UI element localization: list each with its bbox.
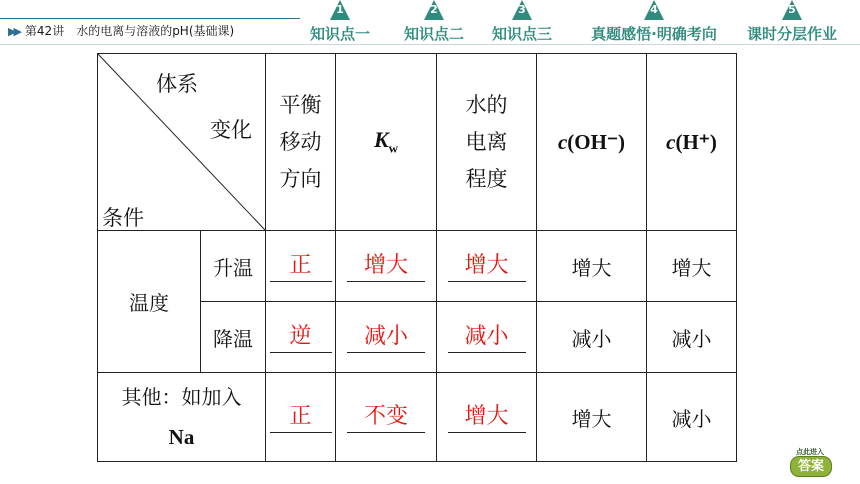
conc-symbol: c bbox=[666, 129, 676, 154]
value-cell: 减小 bbox=[647, 373, 737, 462]
corner-label-change: 变化 bbox=[210, 118, 252, 142]
water-ionization-table bbox=[97, 53, 737, 462]
lesson-title bbox=[8, 22, 234, 39]
conc-species: (H⁺) bbox=[675, 129, 717, 154]
answer-button-caption: 点此进入 bbox=[796, 448, 824, 456]
header-text: 程度 bbox=[465, 166, 508, 191]
condition-cell-other bbox=[98, 373, 266, 462]
nav-label: 知识点二 bbox=[403, 25, 464, 43]
sodium-symbol: Na bbox=[168, 425, 195, 449]
header-bar bbox=[0, 0, 860, 46]
answer-text: 减小 bbox=[448, 322, 526, 353]
value-cell: 减小 bbox=[537, 302, 647, 373]
header-shift-direction bbox=[266, 54, 336, 231]
lesson-title-text: 第42讲 水的电离与溶液的pH(基础课) bbox=[24, 24, 235, 38]
header-row bbox=[98, 54, 737, 231]
answer-text: 不变 bbox=[347, 402, 425, 433]
badge-1-icon bbox=[330, 0, 350, 20]
badge-number: 2 bbox=[430, 3, 438, 16]
header-c-h bbox=[647, 54, 737, 231]
play-arrows-icon: ▶▶ bbox=[8, 25, 19, 38]
nav-label: 知识点一 bbox=[309, 25, 370, 43]
value-cell: 增大 bbox=[537, 231, 647, 302]
nav-label: 知识点三 bbox=[491, 25, 552, 43]
nav-item-homework[interactable] bbox=[738, 0, 846, 44]
badge-number: 3 bbox=[518, 3, 526, 16]
header-text: 水的 bbox=[465, 92, 508, 117]
badge-4-icon bbox=[644, 0, 664, 20]
badge-5-icon bbox=[782, 0, 802, 20]
header-text: 电离 bbox=[465, 129, 508, 154]
corner-cell bbox=[98, 54, 266, 231]
condition-cell: 降温 bbox=[201, 302, 266, 373]
answer-cell bbox=[266, 302, 336, 373]
value-cell: 增大 bbox=[647, 231, 737, 302]
answer-cell bbox=[336, 302, 437, 373]
answer-cell bbox=[336, 373, 437, 462]
header-rule bbox=[0, 18, 300, 19]
kw-symbol: K bbox=[373, 127, 389, 153]
header-text: 方向 bbox=[279, 166, 322, 191]
answer-button[interactable] bbox=[786, 447, 834, 477]
other-condition-text: 其他：如加入 bbox=[121, 385, 242, 409]
table-row bbox=[98, 373, 737, 462]
answer-text: 增大 bbox=[448, 402, 526, 433]
value-cell: 增大 bbox=[537, 373, 647, 462]
header-c-oh bbox=[537, 54, 647, 231]
nav-item-knowledge-2[interactable] bbox=[396, 0, 472, 44]
corner-label-system: 体系 bbox=[156, 72, 198, 96]
nav-label: 真题感悟·明确考向 bbox=[591, 25, 717, 43]
header-text: 移动 bbox=[279, 129, 322, 154]
header-divider bbox=[0, 44, 860, 45]
header-text: 平衡 bbox=[279, 92, 322, 117]
answer-text: 逆 bbox=[270, 322, 332, 353]
answer-text: 正 bbox=[270, 402, 332, 433]
kw-subscript: w bbox=[388, 140, 399, 156]
corner-label-condition: 条件 bbox=[102, 206, 144, 230]
nav-item-knowledge-1[interactable] bbox=[302, 0, 378, 44]
answer-cell bbox=[266, 373, 336, 462]
badge-2-icon bbox=[424, 0, 444, 20]
header-kw bbox=[336, 54, 437, 231]
answer-cell bbox=[437, 231, 537, 302]
conc-species: (OH⁻) bbox=[567, 129, 626, 154]
answer-cell bbox=[437, 302, 537, 373]
answer-text: 减小 bbox=[347, 322, 425, 353]
nav-item-exam-review[interactable] bbox=[578, 0, 730, 44]
answer-cell bbox=[437, 373, 537, 462]
answer-cell bbox=[336, 231, 437, 302]
badge-number: 5 bbox=[788, 3, 796, 16]
header-ionization-degree bbox=[437, 54, 537, 231]
table-row bbox=[98, 231, 737, 302]
badge-number: 4 bbox=[650, 3, 658, 16]
badge-number: 1 bbox=[336, 3, 344, 16]
group-label-temperature: 温度 bbox=[98, 231, 201, 373]
answer-cell bbox=[266, 231, 336, 302]
answer-button-pill[interactable] bbox=[790, 456, 832, 477]
conc-symbol: c bbox=[557, 129, 568, 154]
answer-text: 正 bbox=[270, 251, 332, 282]
value-cell: 减小 bbox=[647, 302, 737, 373]
answer-button-label: 答案 bbox=[797, 459, 824, 474]
nav-label: 课时分层作业 bbox=[746, 25, 837, 43]
answer-text: 增大 bbox=[448, 251, 526, 282]
badge-3-icon bbox=[512, 0, 532, 20]
condition-cell: 升温 bbox=[201, 231, 266, 302]
nav-item-knowledge-3[interactable] bbox=[484, 0, 560, 44]
answer-text: 增大 bbox=[347, 251, 425, 282]
